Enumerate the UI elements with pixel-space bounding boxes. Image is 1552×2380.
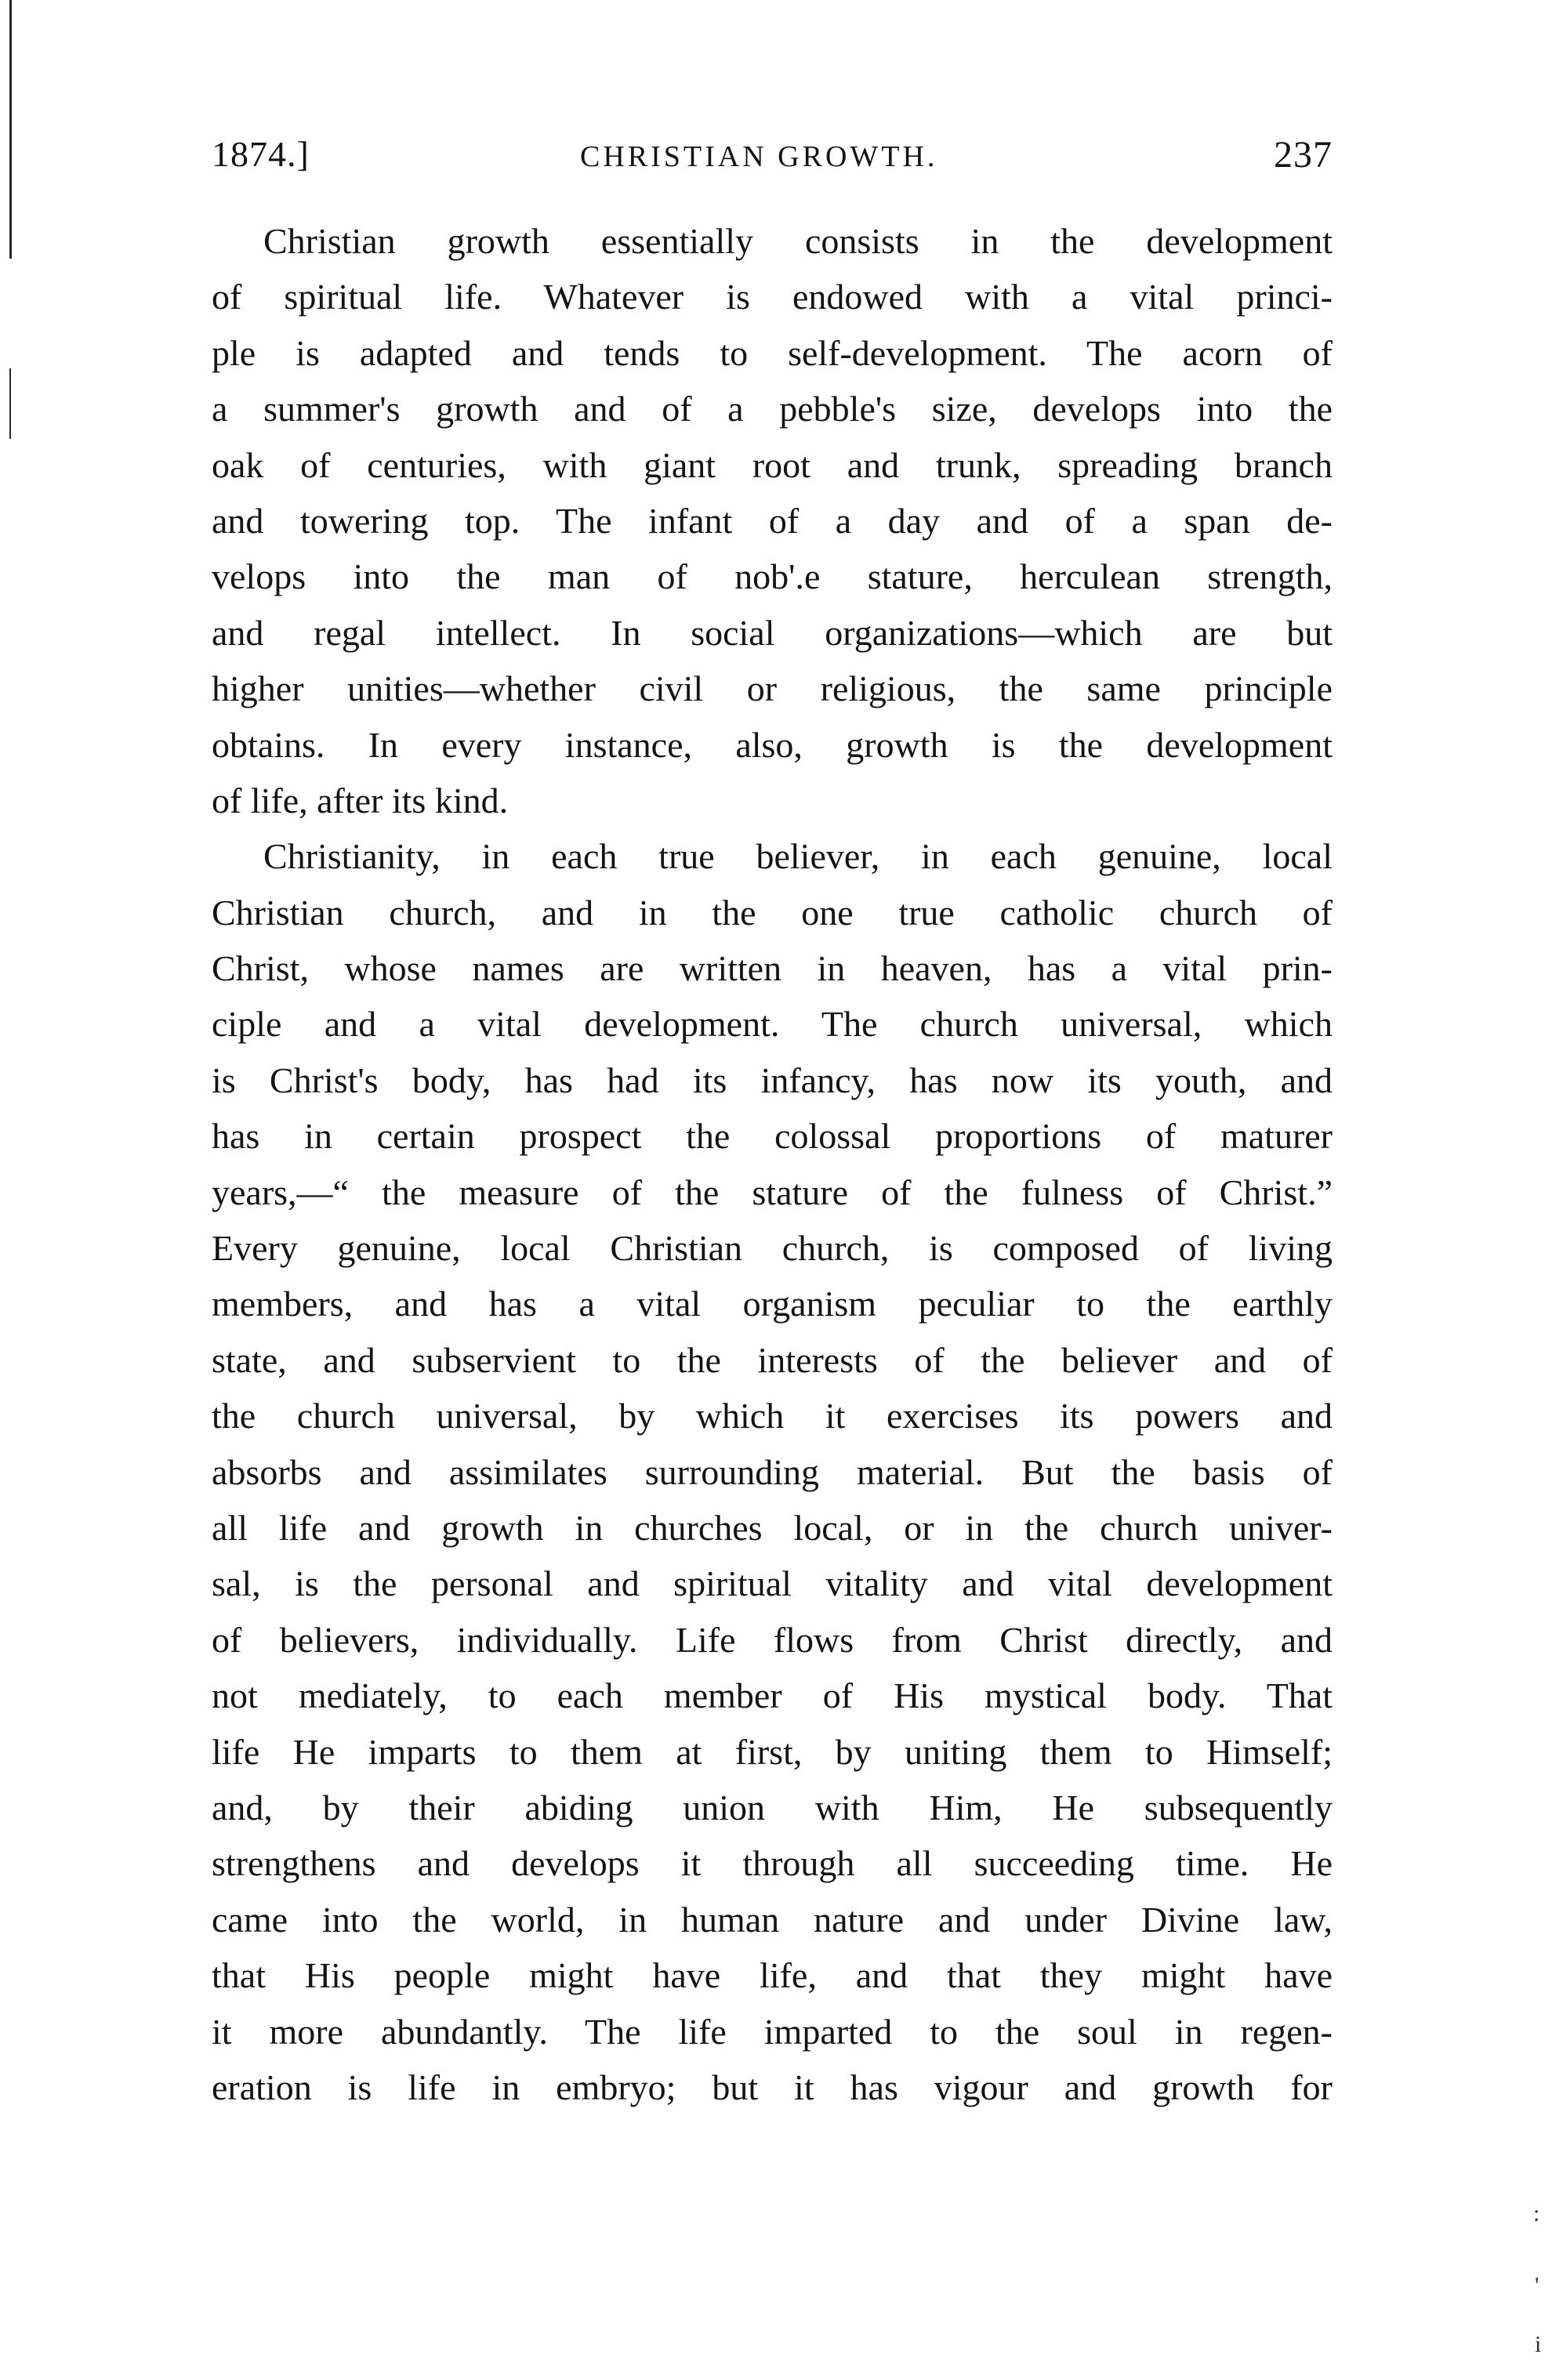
scan-edge-line	[9, 0, 12, 259]
text-line: Christian growth essentially consists in the development	[263, 221, 1333, 261]
text-line: state, and subservient to the interests of the believer and of	[212, 1339, 1333, 1380]
running-header	[212, 133, 1333, 188]
text-line: ciple and a vital development. The church universal, which	[212, 1004, 1333, 1045]
text-line: sal, is the personal and spiritual vitality and vital development	[212, 1563, 1333, 1604]
scan-speck: i	[1535, 2331, 1542, 2357]
text-line: has in certain prospect the colossal proportions of maturer	[212, 1116, 1333, 1157]
text-line: not mediately, to each member of His mystical body. That	[212, 1675, 1333, 1716]
text-line: it more abundantly. The life imparted to the soul in regen-	[212, 2011, 1333, 2052]
text-line: Christ, whose names are written in heaven, has a vital prin-	[212, 948, 1333, 989]
text-line: of believers, individually. Life flows from Christ directly, and	[212, 1619, 1333, 1660]
text-line: Every genuine, local Christian church, is composed of living	[212, 1228, 1333, 1269]
scan-edge-line	[9, 368, 11, 439]
header-year: 1874.]	[212, 134, 310, 174]
text-line: Christian church, and in the one true catholic church of	[212, 892, 1333, 933]
paragraph-2	[212, 828, 1333, 2115]
text-line: strengthens and develops it through all succeeding time. He	[212, 1843, 1333, 1884]
text-line: all life and growth in churches local, or in the church univer-	[212, 1507, 1333, 1548]
text-line: ple is adapted and tends to self-development. The acorn of	[212, 332, 1333, 373]
text-line: of spiritual life. Whatever is endowed with a vital princi-	[212, 277, 1333, 317]
paragraph-1	[212, 213, 1333, 828]
text-line: years,—“ the measure of the stature of the fulness of Christ.”	[212, 1172, 1333, 1212]
text-line: and regal intellect. In social organizations—which are but	[212, 612, 1333, 653]
page-number: 237	[1274, 134, 1333, 176]
text-line: of life, after its kind.	[212, 780, 509, 821]
text-line: oak of centuries, with giant root and trunk, spreading branch	[212, 444, 1333, 485]
body-text	[212, 213, 1333, 2115]
text-line: the church universal, by which it exercises its powers and	[212, 1396, 1333, 1436]
scan-speck: '	[1535, 2273, 1539, 2298]
text-line: a summer's growth and of a pebble's size, develops into the	[212, 389, 1333, 429]
text-line: came into the world, in human nature and under Divine law,	[212, 1899, 1333, 1940]
text-line: higher unities—whether civil or religious, the same principle	[212, 668, 1333, 709]
running-title: CHRISTIAN GROWTH.	[580, 140, 938, 173]
text-line: velops into the man of nob'.e stature, herculean strength,	[212, 556, 1333, 597]
text-line: and towering top. The infant of a day and of a span de-	[212, 500, 1333, 541]
text-line: is Christ's body, has had its infancy, has now its youth, and	[212, 1060, 1333, 1100]
text-line: Christianity, in each true believer, in each genuine, local	[263, 836, 1333, 877]
text-line: members, and has a vital organism peculiar to the earthly	[212, 1284, 1333, 1324]
text-line: eration is life in embryo; but it has vigour and growth for	[212, 2067, 1333, 2107]
text-line: absorbs and assimilates surrounding material. But the basis of	[212, 1451, 1333, 1492]
text-line: and, by their abiding union with Him, He subsequently	[212, 1787, 1333, 1828]
text-line: that His people might have life, and that they might have	[212, 1955, 1333, 1996]
text-line: life He imparts to them at first, by uniting them to Himself;	[212, 1731, 1333, 1772]
text-line: obtains. In every instance, also, growth is the development	[212, 724, 1333, 765]
scan-speck: :	[1533, 2201, 1540, 2226]
